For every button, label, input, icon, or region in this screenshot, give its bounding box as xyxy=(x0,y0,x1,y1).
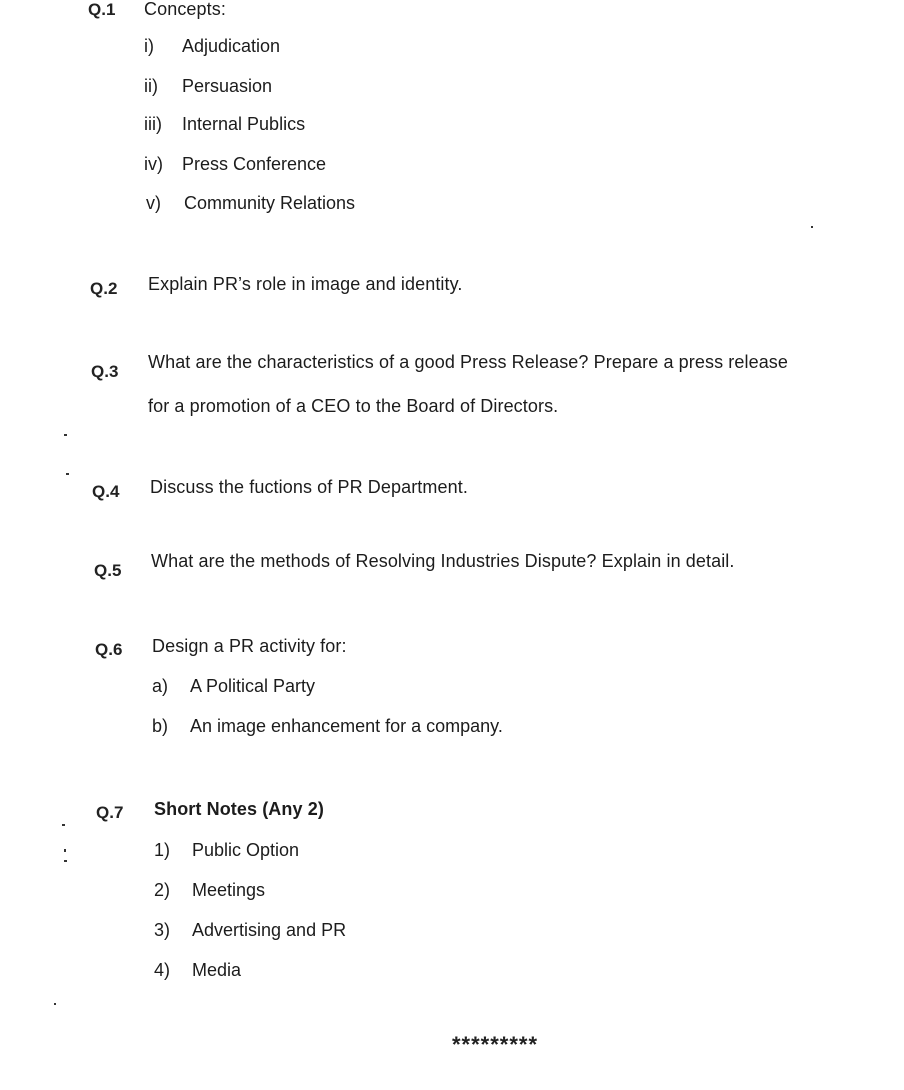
list-item-text: Press Conference xyxy=(182,154,327,174)
scan-speck xyxy=(811,226,813,228)
scan-speck xyxy=(62,824,65,826)
list-item-text: Advertising and PR xyxy=(192,920,347,940)
question-text: What are the methods of Resolving Industries Dispute? Explain in detail. xyxy=(151,551,735,571)
list-marker: b) xyxy=(152,716,169,736)
question-text: What are the characteristics of a good Press Release? Prepare a press release xyxy=(148,352,789,372)
list-marker: iv) xyxy=(144,154,163,174)
list-item xyxy=(152,716,503,737)
question-text: Concepts: xyxy=(144,0,226,19)
list-marker: i) xyxy=(144,36,154,56)
list-marker: 3) xyxy=(154,920,171,940)
list-item-text: A Political Party xyxy=(190,676,316,696)
list-item xyxy=(154,840,299,861)
list-marker: 2) xyxy=(154,880,171,900)
end-of-paper-marker: ********* xyxy=(452,1032,539,1057)
list-marker: a) xyxy=(152,676,169,696)
list-item-text: Meetings xyxy=(192,880,266,900)
list-item xyxy=(146,193,355,214)
list-item xyxy=(154,960,241,981)
question-number: Q.7 xyxy=(96,803,124,822)
question-text-continued: for a promotion of a CEO to the Board of Directors. xyxy=(148,396,559,416)
list-item-text: Adjudication xyxy=(182,36,281,56)
list-item xyxy=(144,76,272,97)
list-item-text: An image enhancement for a company. xyxy=(190,716,503,736)
list-item-text: Media xyxy=(192,960,242,980)
scan-speck xyxy=(64,860,67,862)
question-number: Q.3 xyxy=(91,362,119,381)
scan-speck xyxy=(54,1003,56,1005)
list-marker: 1) xyxy=(154,840,171,860)
list-marker: 4) xyxy=(154,960,171,980)
scan-speck xyxy=(64,434,67,436)
scan-speck xyxy=(64,849,66,852)
question-text: Explain PR’s role in image and identity. xyxy=(148,274,463,294)
question-number: Q.1 xyxy=(88,0,116,19)
question-text: Design a PR activity for: xyxy=(152,636,347,656)
list-item-text: Internal Publics xyxy=(182,114,306,134)
question-number: Q.4 xyxy=(92,482,120,501)
question-text: Discuss the fuctions of PR Department. xyxy=(150,477,468,497)
question-number: Q.6 xyxy=(95,640,123,659)
list-item-text: Persuasion xyxy=(182,76,273,96)
question-number: Q.2 xyxy=(90,279,118,298)
list-item xyxy=(144,154,326,175)
list-item xyxy=(144,114,305,135)
list-item-text: Community Relations xyxy=(184,193,356,213)
list-item xyxy=(152,676,315,697)
list-item xyxy=(154,920,346,941)
list-item xyxy=(154,880,265,901)
list-item xyxy=(144,36,280,57)
list-marker: ii) xyxy=(144,76,158,96)
scan-speck xyxy=(66,473,69,475)
question-number: Q.5 xyxy=(94,561,122,580)
list-item-text: Public Option xyxy=(192,840,300,860)
list-marker: iii) xyxy=(144,114,162,134)
list-marker: v) xyxy=(146,193,161,213)
question-text: Short Notes (Any 2) xyxy=(154,799,324,819)
